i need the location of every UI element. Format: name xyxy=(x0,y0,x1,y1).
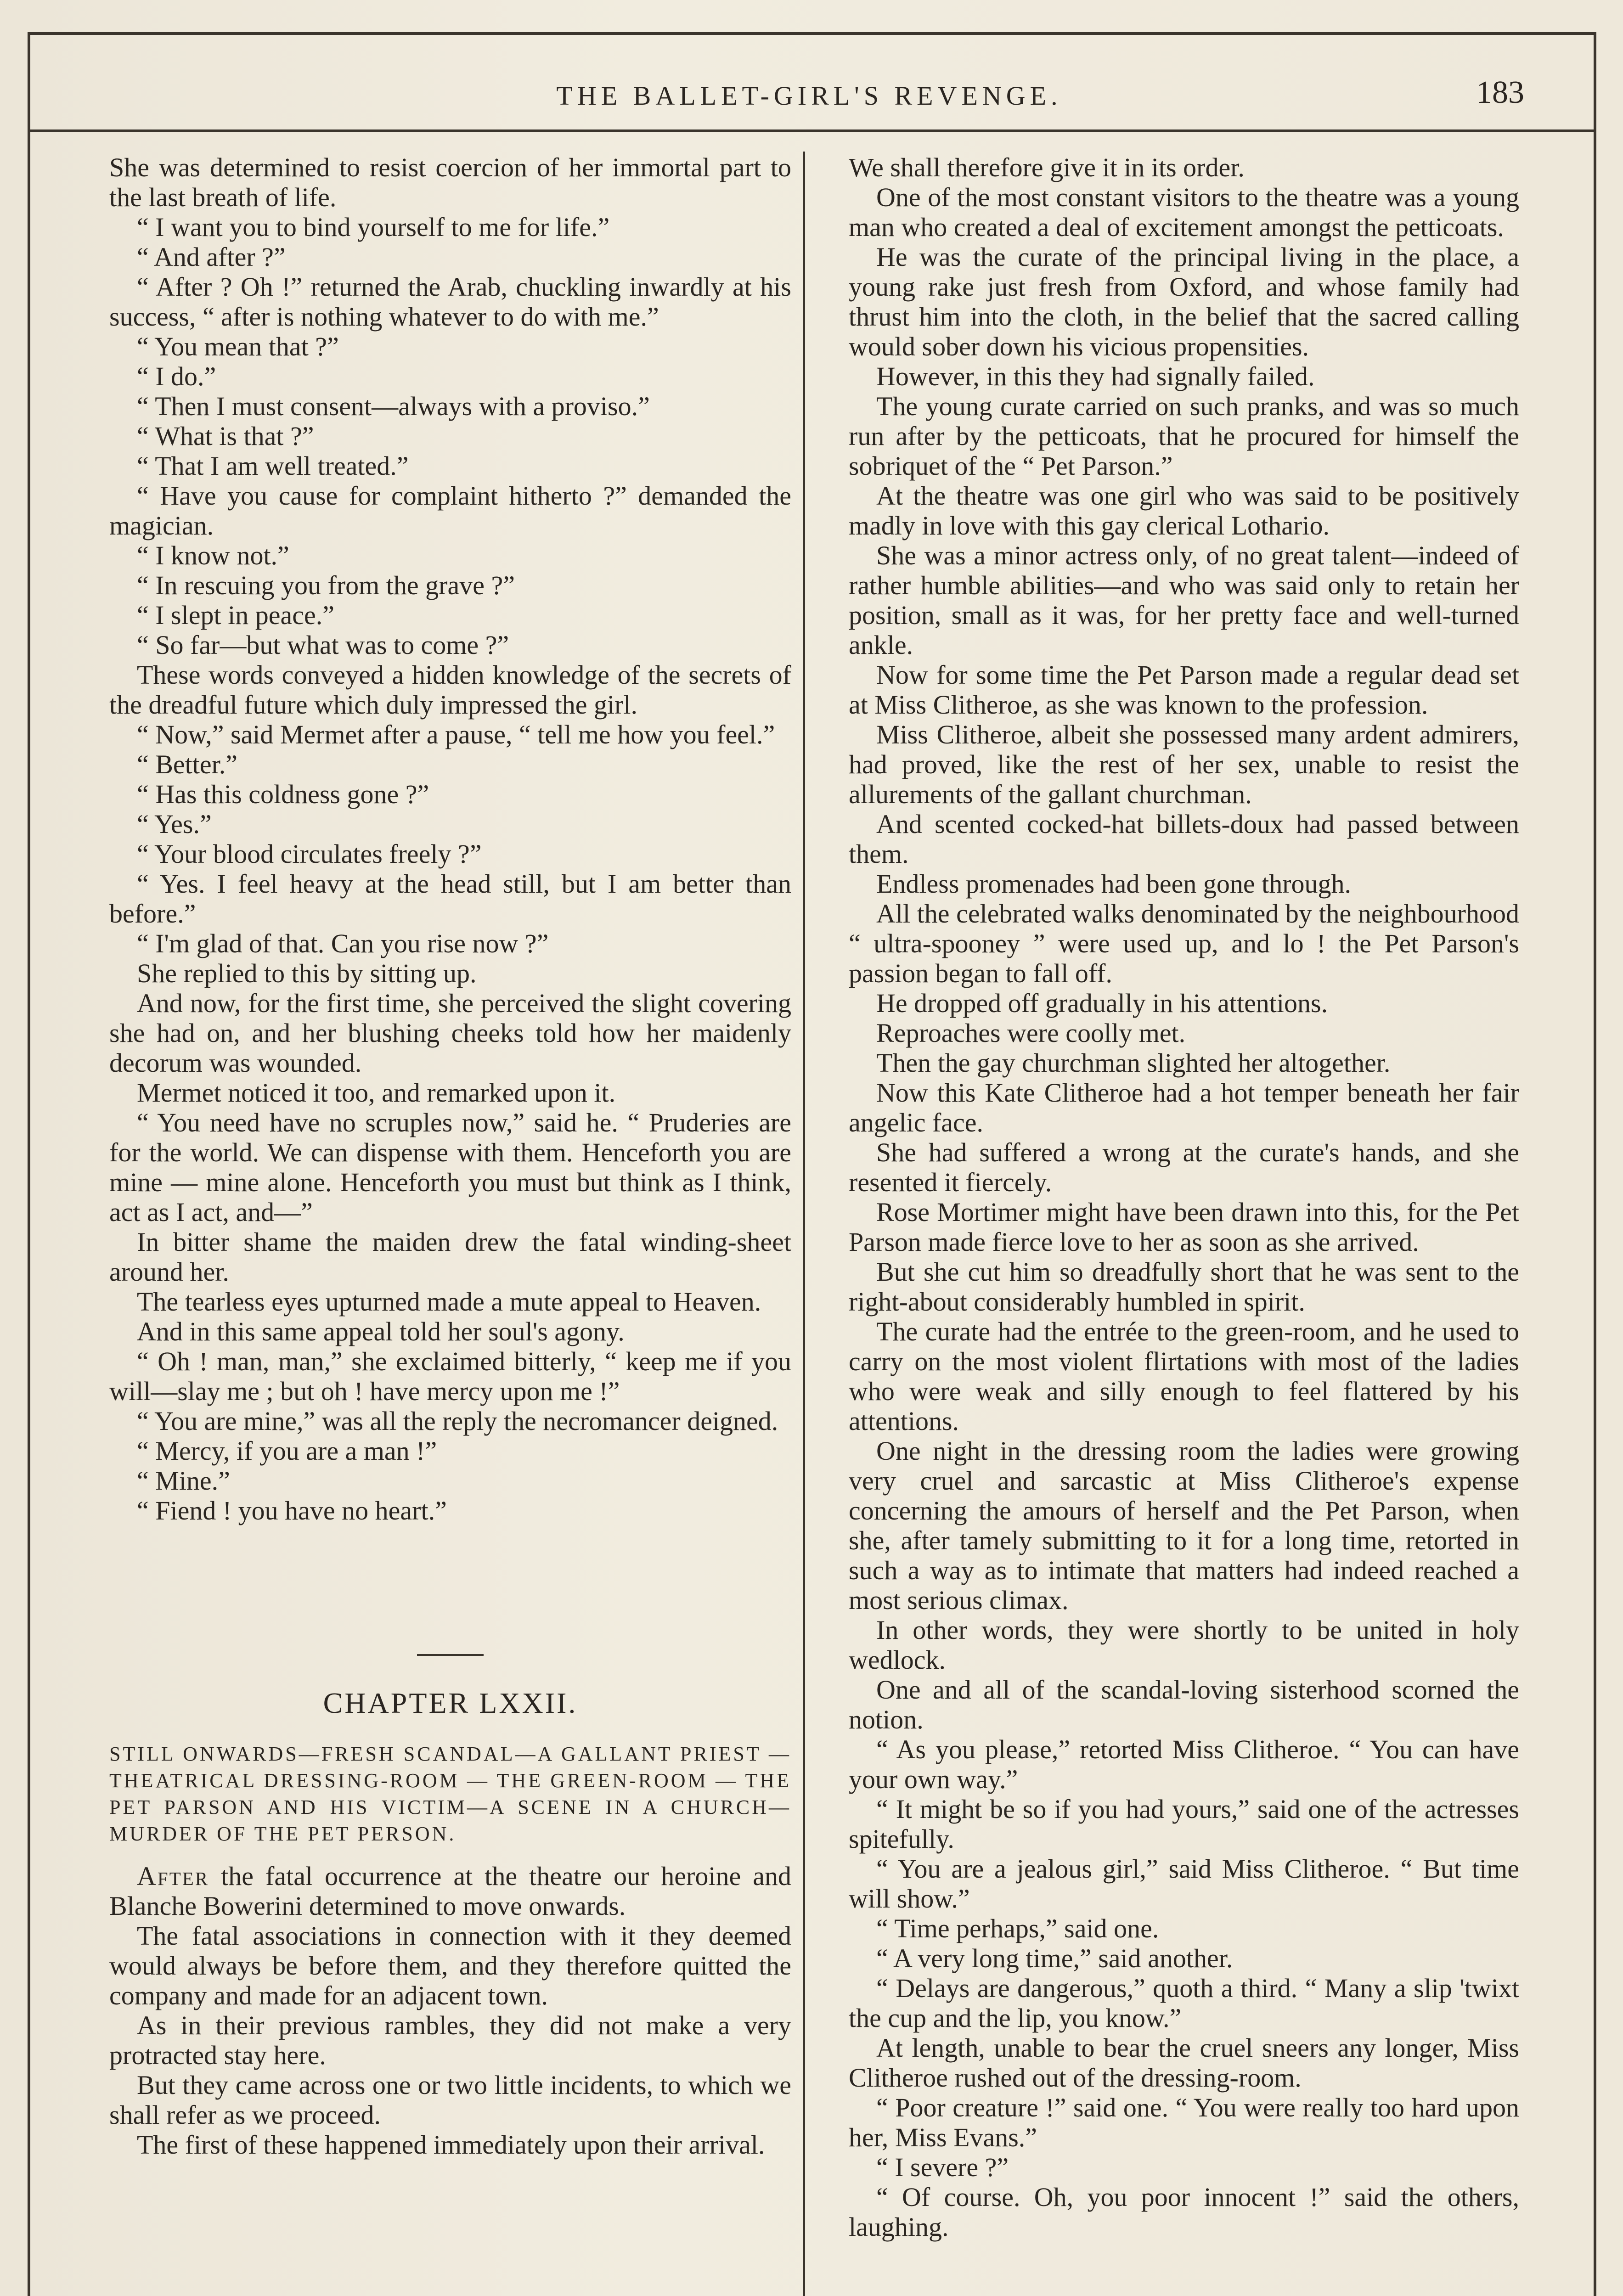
chapter-rule xyxy=(417,1654,484,1656)
paragraph: “ As you please,” retorted Miss Clitheroe. “ You can have your own way.” xyxy=(849,1734,1519,1794)
running-title: THE BALLET-GIRL'S REVENGE. xyxy=(556,81,1062,111)
paragraph: Now for some time the Pet Parson made a regular dead set at Miss Clitheroe, as she was known to the profession. xyxy=(849,660,1519,720)
paragraph: And in this same appeal told her soul's agony. xyxy=(137,1317,625,1346)
paragraph: One and all of the scandal-loving sisterhood scorned the notion. xyxy=(849,1675,1519,1734)
paragraph: “ I'm glad of that. Can you rise now ?” xyxy=(137,929,549,958)
left-column-dialogue xyxy=(109,152,791,1525)
paragraph: “ And after ?” xyxy=(137,242,286,272)
paragraph: “ After ? Oh !” returned the Arab, chuckling inwardly at his success, “ after is nothing whatever to do with me.” xyxy=(109,272,791,332)
paragraph: Mermet noticed it too, and remarked upon it. xyxy=(137,1078,616,1108)
paragraph: “ You are a jealous girl,” said Miss Clitheroe. “ But time will show.” xyxy=(849,1854,1519,1913)
paragraph: She was determined to resist coercion of her immortal part to the last breath of life. xyxy=(109,152,791,212)
paragraph: At the theatre was one girl who was said to be positively madly in love with this gay clerical Lothario. xyxy=(849,481,1519,540)
paragraph: One of the most constant visitors to the theatre was a young man who created a deal of excitement amongst the petticoats. xyxy=(849,182,1519,242)
paragraph: And now, for the first time, she perceived the slight covering she had on, and her blushing cheeks told how her maidenly decorum was wounded. xyxy=(109,988,791,1078)
page-number: 183 xyxy=(1476,75,1524,110)
paragraph: “ Better.” xyxy=(137,749,238,779)
paragraph: “ So far—but what was to come ?” xyxy=(137,630,509,660)
paragraph: The curate had the entrée to the green-room, and he used to carry on the most violent flirtations with most of the ladies who were weak and silly enough to feel flattered by his attentions. xyxy=(849,1317,1519,1436)
paragraph: Endless promenades had been gone through. xyxy=(876,869,1352,899)
paragraph: “ You mean that ?” xyxy=(137,332,339,361)
paragraph: “ Has this coldness gone ?” xyxy=(137,779,429,809)
paragraph: “ Poor creature !” said one. “ You were really too hard upon her, Miss Evans.” xyxy=(849,2093,1519,2152)
paragraph: The tearless eyes upturned made a mute appeal to Heaven. xyxy=(137,1287,761,1317)
paragraph: “ What is that ?” xyxy=(137,421,314,451)
paragraph: Rose Mortimer might have been drawn into this, for the Pet Parson made fierce love to her as soon as she arrived. xyxy=(849,1197,1519,1257)
paragraph: “ Oh ! man, man,” she exclaimed bitterly, “ keep me if you will—slay me ; but oh ! have mercy upon me !” xyxy=(109,1346,791,1406)
paragraph: “ Time perhaps,” said one. xyxy=(876,1913,1159,1943)
paragraph: “ Mercy, if you are a man !” xyxy=(137,1436,437,1466)
paragraph: Reproaches were coolly met. xyxy=(876,1018,1186,1048)
paragraph: In other words, they were shortly to be united in holy wedlock. xyxy=(849,1615,1519,1675)
paragraph: But she cut him so dreadfully short that he was sent to the right-about considerably humbled in spirit. xyxy=(849,1257,1519,1317)
paragraph: “ Then I must consent—always with a proviso.” xyxy=(137,391,650,421)
paragraph: Then the gay churchman slighted her altogether. xyxy=(876,1048,1391,1078)
chapter-opening-paragraph xyxy=(109,1861,791,1921)
paragraph: But they came across one or two little incidents, to which we shall refer as we proceed. xyxy=(109,2070,791,2130)
paragraph: “ Yes. I feel heavy at the head still, but I am better than before.” xyxy=(109,869,791,929)
right-column xyxy=(849,152,1519,2242)
paragraph: “ In rescuing you from the grave ?” xyxy=(137,570,515,600)
paragraph: “ Your blood circulates freely ?” xyxy=(137,839,482,869)
right-column-text xyxy=(849,152,1519,2242)
paragraph: We shall therefore give it in its order. xyxy=(849,152,1245,182)
paragraph: “ I slept in peace.” xyxy=(137,600,334,630)
chapter-summary: STILL ONWARDS—FRESH SCANDAL—A GALLANT PRIEST — THEATRICAL DRESSING-ROOM — THE GREEN-ROOM — THE PET PARSON AND HIS VICTIM—A SCENE IN A CHURCH—MURDER OF THE PET PERSON. xyxy=(109,1743,791,1845)
paragraph: At length, unable to bear the cruel sneers any longer, Miss Clitheroe rushed out of the dressing-room. xyxy=(849,2033,1519,2093)
paragraph: These words conveyed a hidden knowledge of the secrets of the dreadful future which duly impressed the girl. xyxy=(109,660,791,720)
paragraph: “ You are mine,” was all the reply the necromancer deigned. xyxy=(137,1406,778,1436)
paragraph: “ You need have no scruples now,” said he. “ Pruderies are for the world. We can dispense with them. Henceforth you are mine — mine alone. Henceforth you must but think as I think, act as I act, and—” xyxy=(109,1108,791,1227)
paragraph: “ I know not.” xyxy=(137,540,289,570)
paragraph: She replied to this by sitting up. xyxy=(137,958,477,988)
opening-text: the fatal occurrence at the theatre our heroine and Blanche Bowerini determined to move onwards. xyxy=(109,1861,791,1921)
paragraph: However, in this they had signally failed. xyxy=(876,361,1315,391)
paragraph: The first of these happened immediately upon their arrival. xyxy=(137,2130,765,2160)
header-rule xyxy=(28,129,1596,132)
paragraph: He was the curate of the principal living in the place, a young rake just fresh from Oxford, and whose family had thrust him into the cloth, in the belief that the sacred calling would sober down his vicious propensities. xyxy=(849,242,1519,361)
left-column-chapter-text xyxy=(109,1921,791,2160)
paragraph: As in their previous rambles, they did not make a very protracted stay here. xyxy=(109,2010,791,2070)
paragraph: She had suffered a wrong at the curate's hands, and she resented it fiercely. xyxy=(849,1137,1519,1197)
paragraph: She was a minor actress only, of no great talent—indeed of rather humble abilities—and who was said only to retain her position, small as it was, for her pretty face and well-turned ankle. xyxy=(849,540,1519,660)
paragraph: “ Of course. Oh, you poor innocent !” said the others, laughing. xyxy=(849,2182,1519,2242)
paragraph: “ Have you cause for complaint hitherto ?” demanded the magician. xyxy=(109,481,791,540)
paragraph: All the celebrated walks denominated by the neighbourhood “ ultra-spooney ” were used up, and lo ! the Pet Parson's passion began to fall off. xyxy=(849,899,1519,988)
paragraph: “ Yes.” xyxy=(137,809,212,839)
paragraph: “ I do.” xyxy=(137,361,216,391)
page-header xyxy=(28,32,1591,129)
paragraph: “ It might be so if you had yours,” said one of the actresses spitefully. xyxy=(849,1794,1519,1854)
left-column xyxy=(109,152,791,2160)
paragraph: “ I want you to bind yourself to me for life.” xyxy=(137,212,610,242)
paragraph: In bitter shame the maiden drew the fatal winding-sheet around her. xyxy=(109,1227,791,1287)
column-divider xyxy=(803,152,805,2296)
paragraph: He dropped off gradually in his attentions. xyxy=(876,988,1328,1018)
paragraph: Now this Kate Clitheroe had a hot temper beneath her fair angelic face. xyxy=(849,1078,1519,1137)
paragraph: “ Fiend ! you have no heart.” xyxy=(137,1496,447,1525)
chapter-heading: CHAPTER LXXII. xyxy=(323,1687,578,1719)
paragraph: And scented cocked-hat billets-doux had passed between them. xyxy=(849,809,1519,869)
paragraph: “ I severe ?” xyxy=(876,2152,1009,2182)
paragraph: “ Mine.” xyxy=(137,1466,230,1496)
paragraph: One night in the dressing room the ladies were growing very cruel and sarcastic at Miss Clitheroe's expense concerning the amours of herself and the Pet Parson, when she, after tamely submitting to it for a long time, retorted in such a way as to intimate that matters had indeed reached a most serious climax. xyxy=(849,1436,1519,1615)
opening-word: After xyxy=(137,1861,209,1891)
paragraph: “ Delays are dangerous,” quoth a third. “ Many a slip 'twixt the cup and the lip, you know.” xyxy=(849,1973,1519,2033)
paragraph: The young curate carried on such pranks, and was so much run after by the petticoats, that he procured for himself the sobriquet of the “ Pet Parson.” xyxy=(849,391,1519,481)
paragraph: “ That I am well treated.” xyxy=(137,451,409,481)
paragraph: Miss Clitheroe, albeit she possessed many ardent admirers, had proved, like the rest of her sex, unable to resist the allurements of the gallant churchman. xyxy=(849,720,1519,809)
paragraph: “ A very long time,” said another. xyxy=(876,1943,1233,1973)
paragraph: The fatal associations in connection with it they deemed would always be before them, and they therefore quitted the company and made for an adjacent town. xyxy=(109,1921,791,2010)
paragraph: “ Now,” said Mermet after a pause, “ tell me how you feel.” xyxy=(137,720,775,749)
